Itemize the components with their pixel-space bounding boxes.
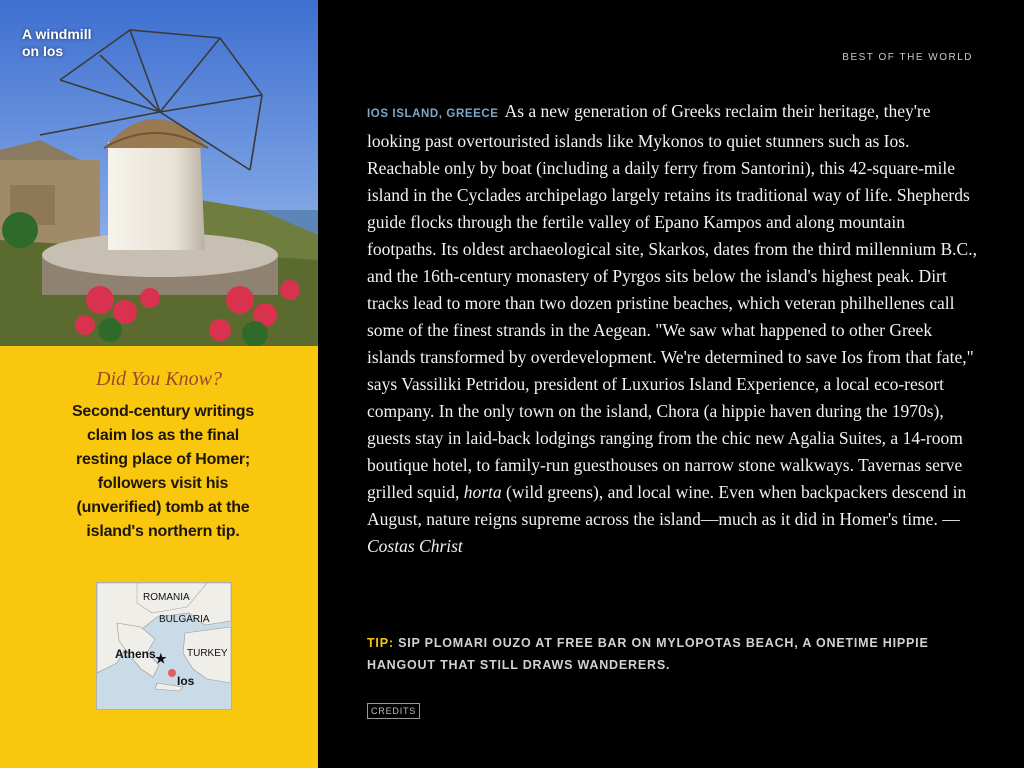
windmill-photo <box>0 0 318 346</box>
map-label-bulgaria: BULGARIA <box>159 614 210 625</box>
article-italic-term: horta <box>463 482 502 502</box>
sidebar-panel <box>0 0 318 768</box>
map-label-turkey: TURKEY <box>187 648 228 659</box>
article-dateline: IOS ISLAND, GREECE <box>367 108 499 120</box>
athens-star-icon: ★ <box>155 651 167 666</box>
article-text-part1: As a new generation of Greeks reclaim their heritage, they're looking past overtouristed islands like Mykonos to quiet stunners such as Ios. Reachable only by boat (including a daily ferry from Santorini), this 42-square-mile island in the Cyclades archipelago largely retains its traditional way of life. Shepherds guide flocks through the fertile valley of Epano Kampos and along mountain footpaths. Its oldest archaeological site, Skarkos, dates from the third millennium B.C., and the 16th-century monastery of Pyrgos sits below the island's highest peak. Dirt tracks lead to more than two dozen pristine beaches, which veteran philhellenes call some of the finest strands in the Aegean. "We saw what happened to other Greek islands transformed by overdevelopment. We're determined to save Ios from that fate," says Vassiliki Petridou, president of Luxurios Island Experience, a local eco-resort company. In the only town on the island, Chora (a hippie haven during the 1970s), guests stay in laid-back lodgings ranging from the chic new Agalia Suites, a 14-room boutique hotel, to family-run guesthouses on narrow stone walkways. Tavernas serve grilled squid, <box>367 101 977 502</box>
did-you-know-text: Second-century writings claim Ios as the final resting place of Homer; followers visit his (unverified) tomb at the island's northern tip. <box>71 403 255 540</box>
did-you-know-title: Did You Know? <box>96 368 222 390</box>
map-label-athens: Athens <box>115 647 156 661</box>
tip-box <box>367 632 967 676</box>
tip-text: SIP PLOMARI OUZO AT FREE BAR ON MYLOPOTAS BEACH, A ONETIME HIPPIE HANGOUT THAT STILL DRAWS WANDERERS. <box>367 636 929 672</box>
tip-label: TIP: <box>367 636 394 650</box>
article-author: Costas Christ <box>367 536 463 556</box>
locator-map <box>96 582 232 710</box>
ios-marker-icon <box>168 669 176 677</box>
article-text-part2: (wild greens), and local wine. Even when backpackers descend in August, nature reigns supreme across the island—much as it did in Homer's time. — <box>367 482 967 529</box>
map-label-romania: ROMANIA <box>143 592 190 603</box>
credits-button[interactable]: CREDITS <box>367 703 420 719</box>
section-label: BEST OF THE WORLD <box>842 52 973 63</box>
photo-caption: A windmill on Ios <box>22 26 92 59</box>
map-label-ios: Ios <box>177 674 195 688</box>
article-panel <box>318 0 1024 768</box>
article-body <box>367 98 977 560</box>
